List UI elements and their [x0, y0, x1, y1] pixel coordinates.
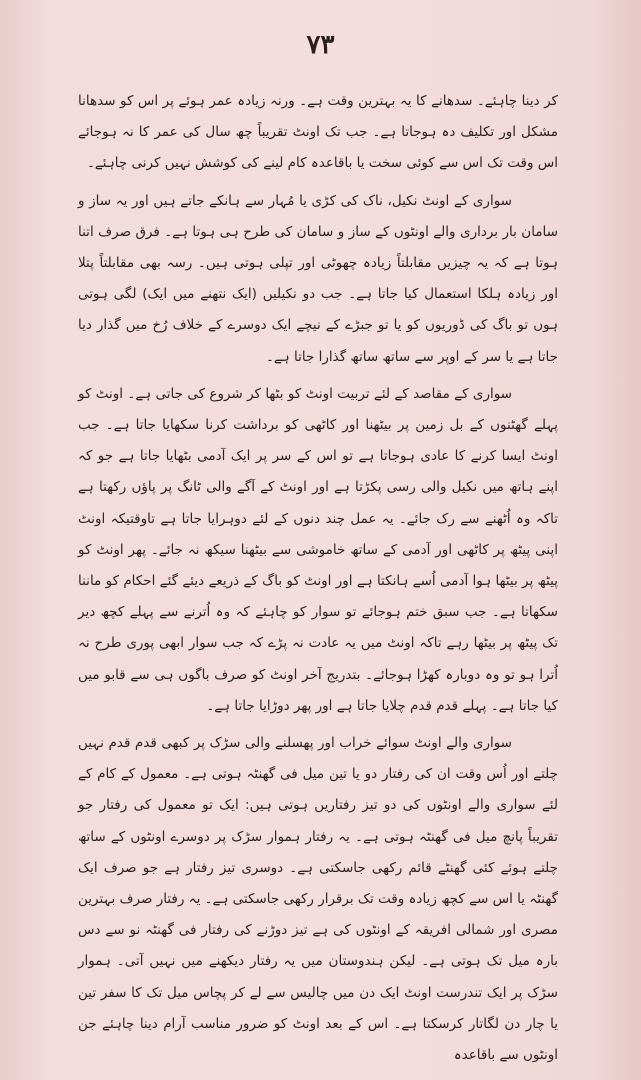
urdu-text-body: [78, 86, 558, 1071]
paragraph-2: سواری کے اونٹ نکیل، ناک کی کڑی یا مُہار سے ہانکے جاتے ہیں اور یہ ساز و سامان بار برداری والے اونٹوں کے ساز و سامان کی طرح ہی ہوتا ہے۔ فرق صرف اتنا ہوتا ہے کہ یہ چیزیں مقابلتاً زیادہ چھوٹی اور تپلی ہوتی ہیں۔ رسہ بھی مقابلتاً پتلا اور زیادہ ہلکا استعمال کیا جاتا ہے۔ جب دو نکیلیں (ایک نتھنے میں ایک) لگی ہوتی ہوں تو باگ کی ڈوریوں کو یا تو جبڑے کے نیچے ایک دوسرے کے خلاف رُخ میں گذار دیا جاتا ہے یا سر کے اوپر سے ساتھ ساتھ گذارا جاتا ہے۔: [78, 192, 558, 365]
paragraph-4: سواری والے اونٹ سوائے خراب اور پھسلنے والی سڑک پر کبھی قدم قدم نہیں چلتے اور اُس وقت ان کی رفتار دو یا تین میل فی گھنٹہ ہوتی ہے۔ معمول کے کام کے لئے سواری والے اونٹوں کی دو تیز رفتاریں ہوتی ہیں: ایک تو معمول کی رفتار جو تقریباً پانچ میل فی گھنٹہ ہوتی ہے۔ یہ رفتار ہموار سڑک پر دوسرے اونٹوں کے ساتھ چلتے ہوئے کئی گھنٹے قائم رکھی جاسکتی ہے۔ دوسری تیز رفتار ہے جو صرف ایک گھنٹہ یا اس سے کچھ زیادہ وقت تک برقرار رکھی جاسکتی ہے۔ یہ رفتار صرف بہترین مصری اور شمالی افریقہ کے اونٹوں کی ہے تیز دوڑنے کی رفتار فی گھنٹہ نو سے دس بارہ میل تک ہوتی ہے۔ لیکن ہندوستان میں یہ رفتار دیکھنے میں نہیں آتی۔ ہموار سڑک پر ایک تندرست اونٹ ایک دن میں چالیس سے لے کر پچاس میل تک کا سفر تین یا چار دن لگاتار کرسکتا ہے۔ اس کے بعد اونٹ کو ضرور مناسب آرام دینا چاہئے جن اونٹوں سے باقاعدہ: [77, 735, 558, 1064]
page-number: ۷۳: [306, 30, 335, 60]
paragraph-3: سواری کے مقاصد کے لئے تربیت اونٹ کو بٹھا کر شروع کی جاتی ہے۔ اونٹ کو پہلے گھٹنوں کے بل زمین پر بیٹھنا اور کاٹھی کو برداشت کرنا سکھایا جاتا ہے۔ جب اونٹ ایسا کرنے کا عادی ہوجاتا ہے تو اس کے سر پر ایک آدمی بٹھایا جاتا ہے جو کہ اپنے ہاتھ میں نکیل والی رسی پکڑتا ہے اور اونٹ کے آگے والی ٹانگ پر پاؤں رکھتا ہے تاکہ وہ اُٹھنے سے رک جائے۔ یہ عمل چند دنوں کے لئے دوہرایا جاتا ہے تاوقتیکہ اونٹ اپنی پیٹھ پر کاٹھی اور آدمی کے ساتھ خاموشی سے بیٹھنا سیکھ نہ جائے۔ پھر اونٹ کو پیٹھ پر بیٹھا ہوا آدمی اُسے ہانکتا ہے اور اونٹ کو باگ کے ذریعے دیئے گئے احکام کو ماننا سکھاتا ہے۔ جب سبق ختم ہوجائے تو سوار کو چاہئے کہ وہ اُترنے سے پہلے کچھ دیر تک پیٹھ پر بیٹھا رہے تاکہ اونٹ میں یہ عادت نہ پڑے کہ جب سوار ابھی پوری طرح نہ اُترا ہو تو وہ دوبارہ کھڑا ہوجائے۔ بتدریج آخر اونٹ کو صرف باگوں ہی سے قابو میں کیا جاتا ہے۔ پہلے قدم قدم چلایا جاتا ہے اور پھر دوڑایا جاتا ہے۔: [78, 385, 558, 714]
paragraph-1: کر دینا چاہئے۔ سدھانے کا یہ بہترین وقت ہے۔ ورنہ زیادہ عمر ہوئے پر اس کو سدھانا مشکل اور تکلیف دہ ہوجاتا ہے۔ جب تک اونٹ تقریباً چھ سال کی عمر کا نہ ہوجائے اس وقت تک اس سے کوئی سخت یا باقاعدہ کام لینے کی کوشش نہیں کرنی چاہئے۔: [78, 93, 558, 172]
